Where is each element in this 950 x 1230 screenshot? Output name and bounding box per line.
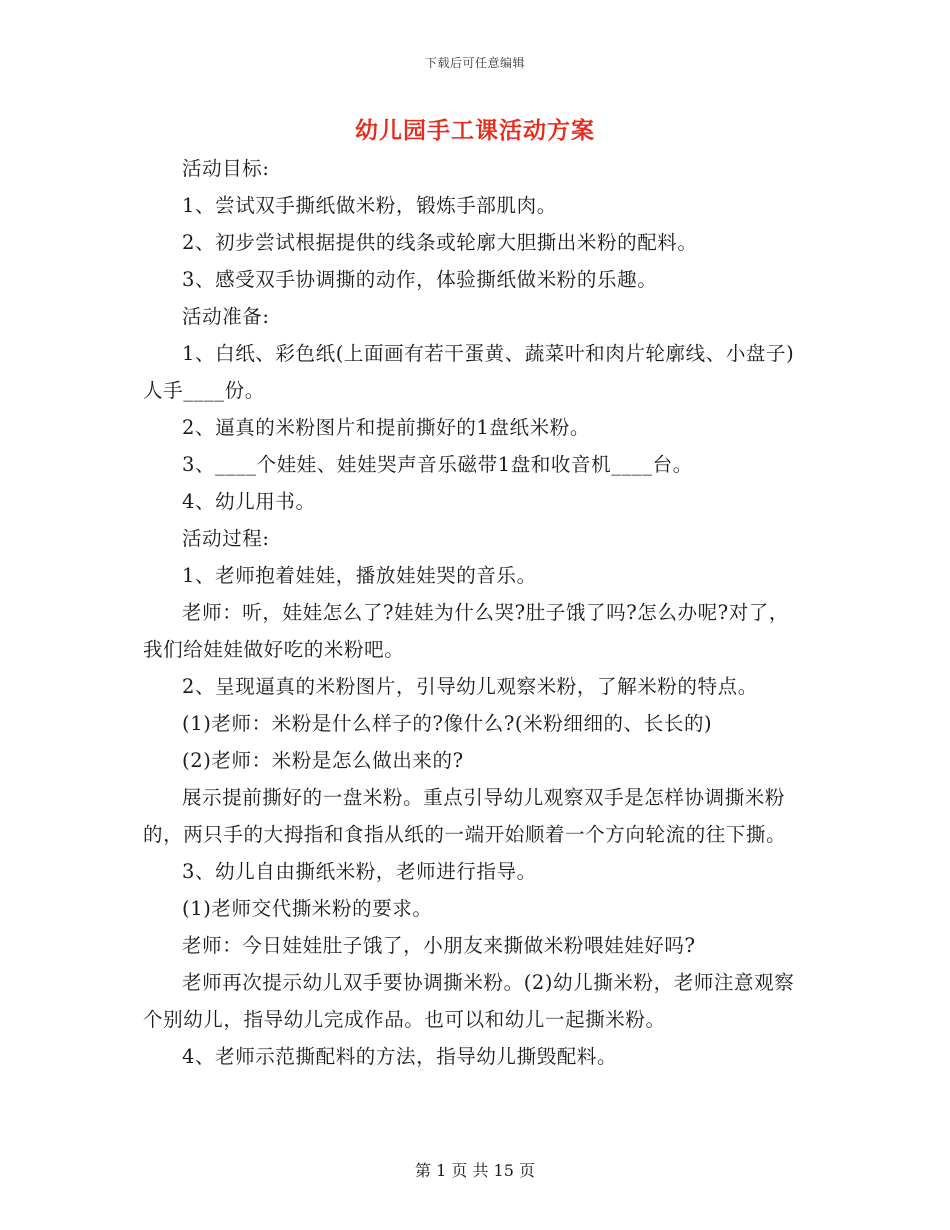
paragraph-prep-2: 2、逼真的米粉图片和提前撕好的1盘纸米粉。 [182,416,590,439]
paragraph-process-1-dialog: 老师：听，娃娃怎么了?娃娃为什么哭?肚子饿了吗?怎么办呢?对了，我们给娃娃做好吃的米粉吧。 [143,601,790,661]
paragraph-preparation-heading: 活动准备: [182,305,270,328]
paragraph-goal-3: 3、感受双手协调撕的动作，体验撕纸做米粉的乐趣。 [182,268,658,291]
paragraph-goal-2: 2、初步尝试根据提供的线条或轮廓大胆撕出米粉的配料。 [182,231,698,254]
page-number-footer: 第 1 页 共 15 页 [415,1161,535,1180]
paragraph-prep-4: 4、幼儿用书。 [182,490,316,513]
paragraph-process-2-q1: (1)老师：米粉是什么样子的?像什么?(米粉细细的、长长的) [182,712,713,735]
paragraph-process-3-step1: (1)老师交代撕米粉的要求。 [182,897,433,920]
paragraph-goals-heading: 活动目标: [182,157,270,180]
paragraph-process-2: 2、呈现逼真的米粉图片，引导幼儿观察米粉，了解米粉的特点。 [182,675,758,698]
document-title: 幼儿园手工课活动方案 [355,117,595,144]
paragraph-prep-1: 1、白纸、彩色纸(上面画有若干蛋黄、蔬菜叶和肉片轮廓线、小盘子)人手____份。 [143,342,795,402]
paragraph-process-heading: 活动过程: [182,527,270,550]
paragraph-process-1: 1、老师抱着娃娃，播放娃娃哭的音乐。 [182,564,537,587]
paragraph-process-3: 3、幼儿自由撕纸米粉，老师进行指导。 [182,860,537,883]
paragraph-process-2-q2: (2)老师：米粉是怎么做出来的? [182,749,464,772]
document-body [143,150,808,1075]
paragraph-prep-3: 3、____个娃娃、娃娃哭声音乐磁带1盘和收音机____台。 [182,453,693,476]
paragraph-process-3-dialog: 老师：今日娃娃肚子饿了，小朋友来撕做米粉喂娃娃好吗? [182,934,696,957]
paragraph-goal-1: 1、尝试双手撕纸做米粉，锻炼手部肌肉。 [182,194,557,217]
paragraph-process-2-demo: 展示提前撕好的一盘米粉。重点引导幼儿观察双手是怎样协调撕米粉的，两只手的大拇指和食指从纸的一端开始顺着一个方向轮流的往下撕。 [143,786,787,846]
paragraph-process-3-step2: 老师再次提示幼儿双手要协调撕米粉。(2)幼儿撕米粉，老师注意观察个别幼儿，指导幼儿完成作品。也可以和幼儿一起撕米粉。 [143,971,795,1031]
header-note: 下载后可任意编辑 [424,56,525,70]
paragraph-process-4: 4、老师示范撕配料的方法，指导幼儿撕毁配料。 [182,1045,618,1068]
